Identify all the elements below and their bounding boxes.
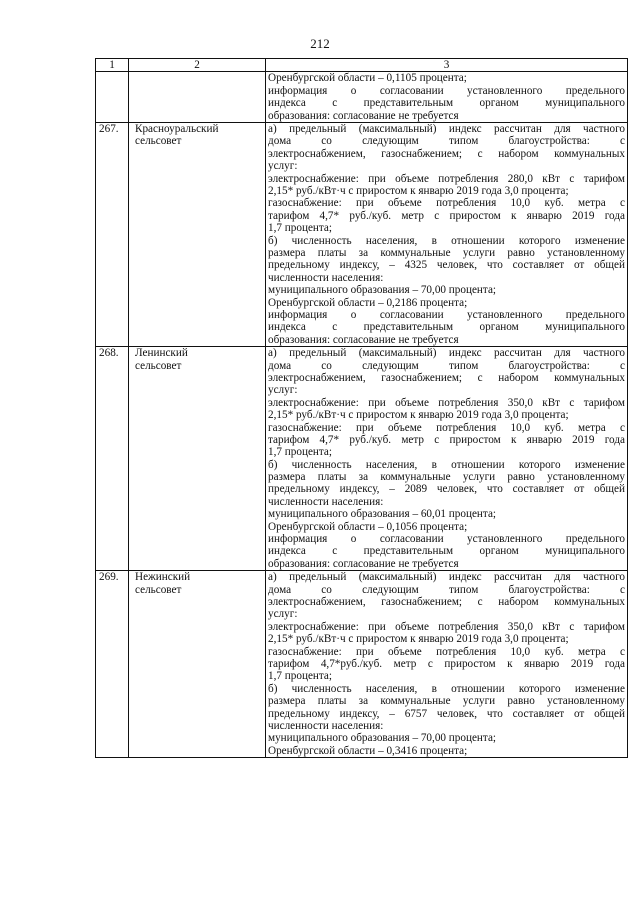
description-line: индекса с представительным органом муниципального xyxy=(268,321,625,334)
description-line: дома со следующим типом благоустройства: с xyxy=(268,583,625,596)
table-row xyxy=(96,72,628,123)
description-line: информация о согласовании установленного предельного xyxy=(268,308,625,321)
description-line: численности населения: xyxy=(268,271,384,284)
description-line: размера платы за коммунальные услуги равно установленному xyxy=(268,471,625,484)
description-line: дома со следующим типом благоустройства: с xyxy=(268,135,625,148)
table-body xyxy=(96,72,628,758)
description-line: муниципального образования – 70,00 процента; xyxy=(268,732,497,745)
description-line: а) предельный (максимальный) индекс рассчитан для частного xyxy=(268,571,625,584)
description-line: 1,7 процента; xyxy=(268,670,332,683)
row-number: 267. xyxy=(96,123,129,347)
municipality-name-line: Нежинский xyxy=(135,571,191,584)
description-line: Оренбургской области – 0,1105 процента; xyxy=(268,72,467,85)
description-line: услуг: xyxy=(268,384,298,397)
description-line: размера платы за коммунальные услуги равно установленному xyxy=(268,695,625,708)
description-line: 2,15* руб./кВт·ч с приростом к январю 2019 года 3,0 процента; xyxy=(268,409,569,422)
description-line: услуг: xyxy=(268,160,298,173)
index-description xyxy=(266,347,628,571)
description-line: электроснабжение: при объеме потребления 350,0 кВт с тарифом xyxy=(268,620,625,633)
description-line: электроснабжение: при объеме потребления 350,0 кВт с тарифом xyxy=(268,396,625,409)
description-line: информация о согласовании установленного предельного xyxy=(268,533,625,546)
municipality-name-line: сельсовет xyxy=(135,135,182,148)
municipality-name xyxy=(129,123,266,347)
column-header-1: 1 xyxy=(96,59,129,72)
description-line: Оренбургской области – 0,1056 процента; xyxy=(268,520,468,533)
municipality-name-line: Красноуральский xyxy=(135,123,219,135)
description-line: тарифом 4,7* руб./куб. метр с приростом к январю 2019 года xyxy=(268,433,625,446)
description-line: предельному индексу, – 6757 человек, что составляет от общей xyxy=(268,707,625,720)
municipality-name xyxy=(129,571,266,758)
description-line: электроснабжением, газоснабжением; с набором коммунальных xyxy=(268,147,625,160)
description-line: образования: согласование не требуется xyxy=(268,333,459,346)
table-row xyxy=(96,347,628,571)
description-line: Оренбургской области – 0,3416 процента; xyxy=(268,744,468,757)
description-line: численности населения: xyxy=(268,495,384,508)
row-number xyxy=(96,72,129,123)
municipality-name xyxy=(129,347,266,571)
description-line: индекса с представительным органом муниципального xyxy=(268,97,625,110)
index-description xyxy=(266,72,628,123)
description-line: электроснабжением, газоснабжением; с набором коммунальных xyxy=(268,371,625,384)
description-line: образования: согласование не требуется xyxy=(268,557,459,570)
description-line: газоснабжение: при объеме потребления 10,0 куб. метра с xyxy=(268,645,625,658)
description-line: муниципального образования – 60,01 процента; xyxy=(268,508,497,521)
description-line: информация о согласовании установленного предельного xyxy=(268,84,625,97)
description-line: размера платы за коммунальные услуги равно установленному xyxy=(268,246,625,259)
municipality-name-line: сельсовет xyxy=(135,583,182,596)
table-row xyxy=(96,571,628,758)
column-header-3: 3 xyxy=(266,59,628,72)
description-line: б) численность населения, в отношении которого изменение xyxy=(268,682,625,695)
description-line: численности населения: xyxy=(268,720,384,733)
description-line: дома со следующим типом благоустройства: с xyxy=(268,359,625,372)
description-line: 1,7 процента; xyxy=(268,446,332,459)
table-row xyxy=(96,123,628,347)
description-line: 2,15* руб./кВт·ч с приростом к январю 2019 года 3,0 процента; xyxy=(268,633,569,646)
municipality-name xyxy=(129,72,266,123)
description-line: электроснабжением, газоснабжением; с набором коммунальных xyxy=(268,596,625,609)
data-table xyxy=(95,58,628,758)
description-line: а) предельный (максимальный) индекс рассчитан для частного xyxy=(268,123,625,135)
table-header-row xyxy=(96,59,628,72)
description-line: индекса с представительным органом муниципального xyxy=(268,545,625,558)
description-line: б) численность населения, в отношении которого изменение xyxy=(268,458,625,471)
municipality-name-line: Ленинский xyxy=(135,347,188,360)
description-line: услуг: xyxy=(268,608,298,621)
description-line: образования: согласование не требуется xyxy=(268,109,459,122)
description-line: газоснабжение: при объеме потребления 10,0 куб. метра с xyxy=(268,421,625,434)
row-number: 269. xyxy=(96,571,129,758)
description-line: тарифом 4,7* руб./куб. метр с приростом к январю 2019 года xyxy=(268,209,625,222)
description-line: 2,15* руб./кВт·ч с приростом к январю 2019 года 3,0 процента; xyxy=(268,184,569,197)
description-line: 1,7 процента; xyxy=(268,222,332,235)
description-line: предельному индексу, – 4325 человек, что составляет от общей xyxy=(268,259,625,272)
description-line: газоснабжение: при объеме потребления 10,0 куб. метра с xyxy=(268,197,625,210)
description-line: муниципального образования – 70,00 процента; xyxy=(268,284,497,297)
description-line: Оренбургской области – 0,2186 процента; xyxy=(268,296,468,309)
index-description xyxy=(266,123,628,347)
index-description xyxy=(266,571,628,758)
page-number: 212 xyxy=(310,36,330,51)
description-line: б) численность населения, в отношении которого изменение xyxy=(268,234,625,247)
description-line: предельному индексу, – 2089 человек, что составляет от общей xyxy=(268,483,625,496)
municipality-name-line: сельсовет xyxy=(135,359,182,372)
description-line: а) предельный (максимальный) индекс рассчитан для частного xyxy=(268,347,625,360)
row-number: 268. xyxy=(96,347,129,571)
description-line: тарифом 4,7*руб./куб. метр с приростом к январю 2019 года xyxy=(268,658,625,671)
description-line: электроснабжение: при объеме потребления 280,0 кВт с тарифом xyxy=(268,172,625,185)
column-header-2: 2 xyxy=(129,59,266,72)
